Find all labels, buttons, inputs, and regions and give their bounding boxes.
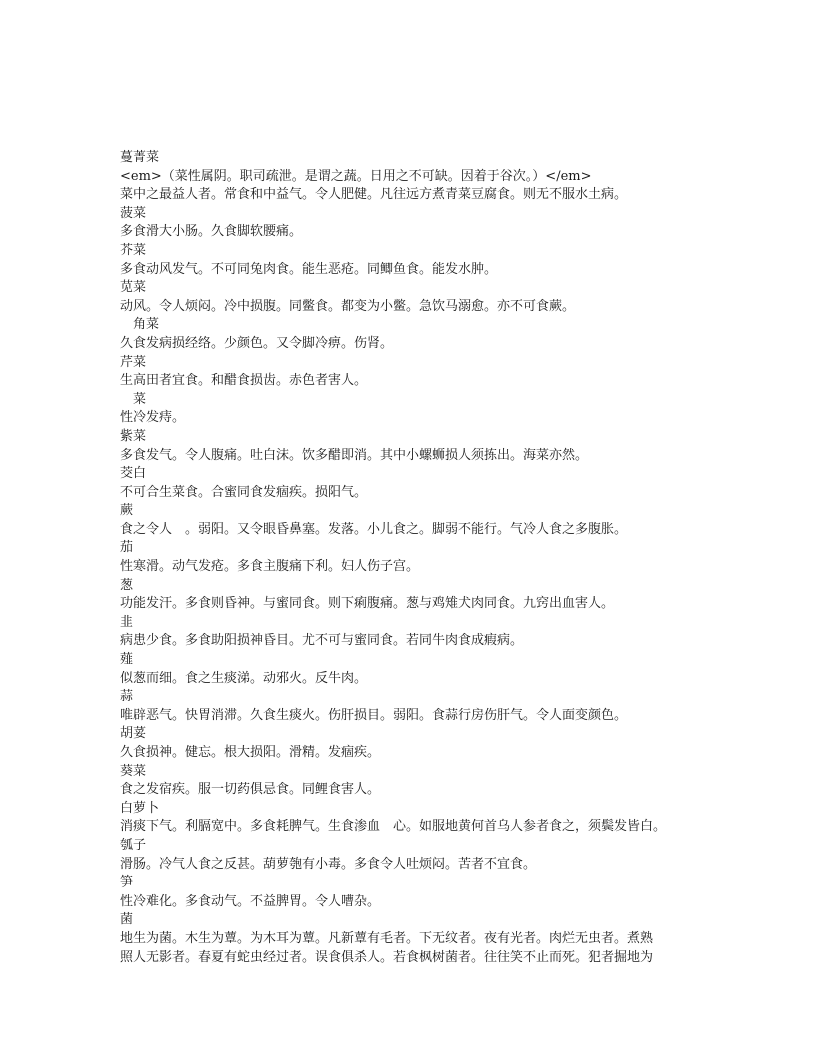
- entry-text: 性冷难化。多食动气。不益脾胃。令人嘈杂。: [120, 893, 381, 909]
- entry-title: 葵菜: [120, 763, 147, 779]
- entry-text: 唯辟恶气。快胃消滞。久食生痰火。伤肝损目。弱阳。食蒜行房伤肝气。令人面变颜色。: [120, 707, 628, 723]
- entry-title: 胡荽: [120, 726, 147, 742]
- entry-title: 瓠子: [120, 837, 147, 853]
- document-page: [120, 149, 710, 967]
- entry-text: 食之令人 。弱阳。又令眼昏鼻塞。发落。小儿食之。脚弱不能行。气冷人食之多腹胀。: [120, 521, 628, 537]
- entry-text: 多食滑大小肠。久食脚软腰痛。: [120, 224, 303, 240]
- entry-title: 芥菜: [120, 242, 147, 258]
- entry-title: 茭白: [120, 466, 147, 482]
- entry-text: 似葱而细。食之生痰涕。动邪火。反牛肉。: [120, 670, 368, 686]
- entry-title: 蒜: [120, 689, 134, 705]
- entry-title: 角菜: [120, 317, 160, 333]
- entry-title: 薤: [120, 652, 134, 668]
- entry-text: 病患少食。多食助阳损神昏目。尤不可与蜜同食。若同牛肉食成瘕病。: [120, 633, 524, 649]
- entry-title: 白萝卜: [120, 800, 160, 816]
- entry-title: 蔓菁菜: [120, 150, 160, 165]
- entry-title: 菌: [120, 912, 134, 928]
- entry-text: 照人无影者。春夏有蛇虫经过者。误食俱杀人。若食枫树菌者。往往笑不止而死。犯者掘地为: [120, 949, 654, 965]
- entry-text: 地生为菌。木生为蕈。为木耳为蕈。凡新蕈有毛者。下无纹者。夜有光者。肉烂无虫者。煮熟: [120, 930, 654, 946]
- entry-title: 韭: [120, 614, 134, 630]
- entry-title: 茄: [120, 540, 134, 556]
- entry-text: 生高田者宜食。和醋食损齿。赤色者害人。: [120, 373, 368, 389]
- entry-text: 多食动风发气。不可同兔肉食。能生恶疮。同鲫鱼食。能发水肿。: [120, 261, 498, 277]
- entry-title: 苋菜: [120, 280, 147, 296]
- entry-title: 芹菜: [120, 354, 147, 370]
- entry-title: 葱: [120, 577, 134, 593]
- entry-text: 久食损神。健忘。根大损阳。滑精。发痼疾。: [120, 745, 381, 760]
- entry-title: 蕨: [120, 503, 134, 519]
- entry-text: 多食发气。令人腹痛。吐白沫。饮多醋即消。其中小螺蛳损人须拣出。海菜亦然。: [120, 447, 589, 463]
- entry-text: 性冷发痔。: [120, 410, 186, 426]
- entry-title: 菜: [120, 391, 147, 407]
- entry-title: 菠菜: [120, 205, 147, 221]
- entry-title: 紫菜: [120, 428, 147, 444]
- entry-text: 性寒滑。动气发疮。多食主腹痛下利。妇人伤子宫。: [120, 559, 420, 575]
- entry-text: 动风。令人烦闷。冷中损腹。同鳖食。都变为小鳖。急饮马溺愈。亦不可食蕨。: [120, 298, 576, 314]
- entry-text: 久食发病损经络。少颜色。又令脚冷痹。伤肾。: [120, 335, 394, 351]
- entry-title: 笋: [120, 875, 134, 891]
- entry-note: <em>（菜性属阴。职司疏泄。是谓之蔬。日用之不可缺。因着于谷次。）</em>: [120, 168, 592, 184]
- entry-text: 不可合生菜食。合蜜同食发痼疾。损阳气。: [120, 484, 368, 500]
- entry-text: 滑肠。冷气人食之反甚。葫萝匏有小毒。多食令人吐烦闷。苦者不宜食。: [120, 856, 537, 872]
- entry-text: 功能发汗。多食则昏神。与蜜同食。则下痢腹痛。葱与鸡雉犬肉同食。九窍出血害人。: [120, 596, 615, 612]
- entry-text: 菜中之最益人者。常食和中益气。令人肥健。凡往远方煮青菜豆腐食。则无不服水土病。: [120, 187, 628, 203]
- entry-text: 消痰下气。利膈宽中。多食耗脾气。生食渗血 心。如服地黄何首乌人参者食之，须鬓发皆白。: [120, 819, 667, 835]
- entry-text: 食之发宿疾。服一切药俱忌食。同鲤食害人。: [120, 782, 381, 798]
